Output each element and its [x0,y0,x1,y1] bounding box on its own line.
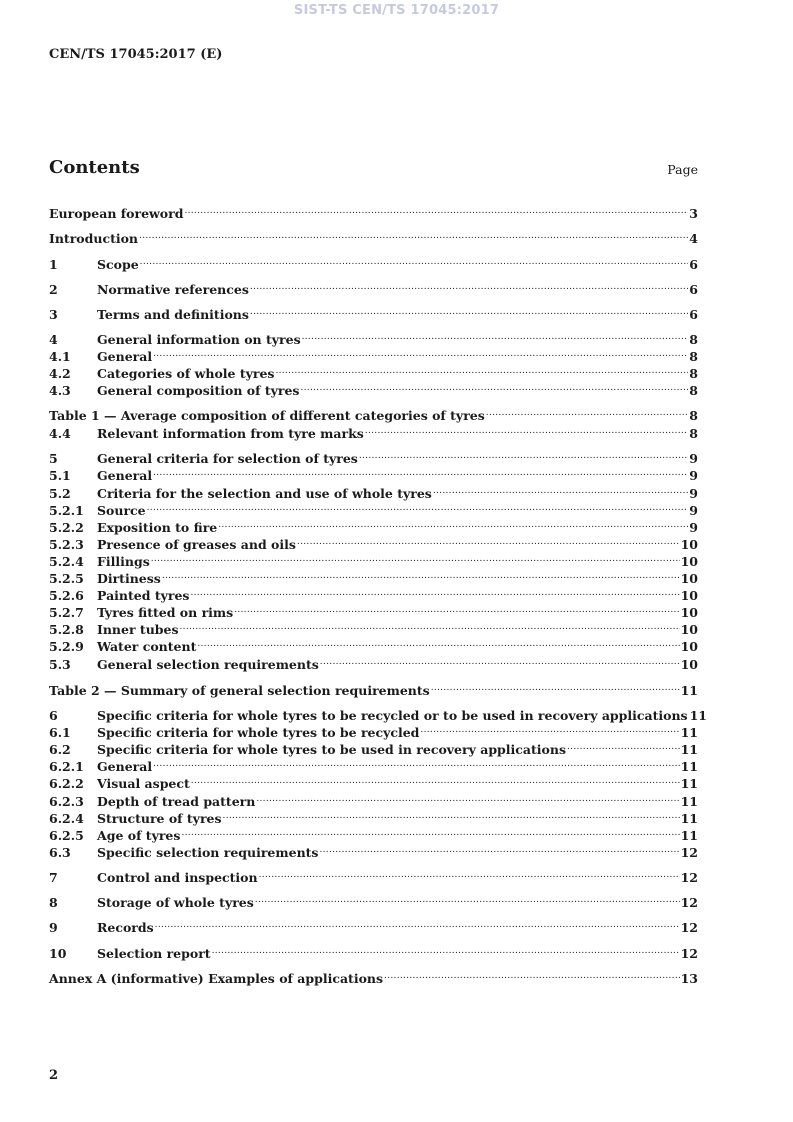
toc-entry-number: 6 [49,708,58,723]
toc-entry-number: 6.2.1 [49,759,84,774]
toc-entry[interactable] [49,942,698,961]
toc-entry[interactable] [49,202,698,221]
toc-dot-leader [153,755,679,771]
toc-entry-number: 4.2 [49,366,71,381]
toc-entry[interactable] [49,653,698,672]
toc-dot-leader [162,567,680,583]
toc-entry-page: 9 [689,503,698,518]
page-number: 2 [49,1068,59,1083]
toc-entry-page: 10 [680,639,698,654]
toc-entry-number: 9 [49,920,58,935]
toc-dot-leader [250,278,688,294]
toc-dot-leader [297,533,680,549]
toc-entry-title: Structure of tyres [97,811,222,826]
toc-dot-leader [431,679,680,695]
toc-entry[interactable] [49,447,698,466]
toc-dot-leader [255,891,680,907]
toc-entry-title: Depth of tread pattern [97,794,256,809]
toc-entry-title: Selection report [97,946,211,961]
toc-entry-title: General criteria for selection of tyres [97,451,358,466]
toc-dot-leader [151,550,680,566]
toc-entry-title: General [97,349,153,364]
toc-dot-leader [319,841,679,857]
toc-entry-title: Fillings [97,554,150,569]
toc-entry-title: General composition of tyres [97,383,300,398]
toc-entry-number: 5.2.7 [49,605,84,620]
toc-entry-title: Table 2 — Summary of general selection requirements [49,683,430,698]
toc-entry-page: 11 [689,708,707,723]
toc-entry-page: 11 [680,776,698,791]
toc-entry-title: Normative references [97,282,249,297]
toc-entry[interactable] [49,482,698,501]
toc-entry-page: 8 [689,366,698,381]
toc-entry-number: 5.2.8 [49,622,84,637]
toc-entry-title: General information on tyres [97,332,301,347]
toc-entry[interactable] [49,227,698,246]
toc-dot-leader [365,422,689,438]
toc-entry[interactable] [49,601,698,620]
toc-entry-title: General [97,468,153,483]
toc-entry[interactable] [49,464,698,483]
toc-dot-leader [153,345,688,361]
toc-entry-title: Introduction [49,231,139,246]
toc-entry-page: 6 [689,307,698,322]
document-header: CEN/TS 17045:2017 (E) [49,47,223,62]
toc-entry-number: 4.3 [49,383,71,398]
toc-dot-leader [181,824,679,840]
toc-entry-page: 11 [680,725,698,740]
toc-dot-leader [234,601,679,617]
toc-entry-page: 8 [689,408,698,423]
toc-entry-page: 11 [680,828,698,843]
toc-entry-title: Specific criteria for whole tyres to be used in recovery applications [97,742,566,757]
toc-entry-number: 5.2.9 [49,639,84,654]
toc-entry-title: Specific criteria for whole tyres to be recycled [97,725,420,740]
toc-dot-leader [275,362,688,378]
toc-entry-title: General selection requirements [97,657,319,672]
toc-entry-title: Control and inspection [97,870,258,885]
toc-entry-number: 5.2.2 [49,520,84,535]
toc-entry-number: 7 [49,870,58,885]
toc-entry[interactable] [49,533,698,552]
toc-dot-leader [190,584,679,600]
toc-entry[interactable] [49,362,698,381]
toc-entry[interactable] [49,704,707,723]
toc-entry[interactable] [49,499,698,518]
toc-entry-title: Table 1 — Average composition of different categories of tyres [49,408,485,423]
toc-entry-number: 5.2.5 [49,571,84,586]
toc-dot-leader [191,772,680,788]
toc-entry-title: Exposition to fire [97,520,218,535]
toc-entry-title: Specific criteria for whole tyres to be recycled or to be used in recovery applications [97,708,688,723]
toc-entry-number: 5.2 [49,486,71,501]
toc-dot-leader [180,618,680,634]
toc-entry-number: 5.2.3 [49,537,84,552]
toc-entry-title: Source [97,503,146,518]
toc-entry-title: Scope [97,257,139,272]
toc-entry-number: 5.3 [49,657,71,672]
toc-entry-page: 9 [689,451,698,466]
toc-entry[interactable] [49,618,698,637]
toc-dot-leader [139,227,688,243]
toc-entry-page: 13 [680,971,698,986]
toc-entry-number: 6.2.5 [49,828,84,843]
toc-entry[interactable] [49,891,698,910]
toc-dot-leader [250,303,688,319]
toc-dot-leader [153,464,688,480]
toc-entry[interactable] [49,967,698,986]
toc-entry-number: 2 [49,282,58,297]
toc-entry[interactable] [49,790,698,809]
toc-entry-title: Water content [97,639,197,654]
toc-entry-number: 5.2.1 [49,503,84,518]
toc-entry-number: 4.4 [49,426,71,441]
toc-entry[interactable] [49,772,698,791]
toc-entry-page: 8 [689,349,698,364]
toc-entry[interactable] [49,404,698,423]
toc-dot-leader [359,447,688,463]
toc-entry-page: 10 [680,657,698,672]
toc-dot-leader [320,653,680,669]
toc-entry-number: 1 [49,257,58,272]
toc-entry-page: 4 [689,231,698,246]
toc-dot-leader [259,866,680,882]
toc-entry-number: 5.2.4 [49,554,84,569]
toc-dot-leader [223,807,680,823]
toc-entry-number: 6.2.3 [49,794,84,809]
toc-entry[interactable] [49,345,698,364]
toc-entry-title: Annex A (informative) Examples of applications [49,971,384,986]
watermark: SIST-TS CEN/TS 17045:2017 [293,3,500,18]
toc-entry[interactable] [49,635,698,654]
toc-entry[interactable] [49,379,698,398]
toc-entry-title: Criteria for the selection and use of whole tyres [97,486,432,501]
toc-entry-page: 9 [689,468,698,483]
toc-entry-page: 12 [680,946,698,961]
toc-entry[interactable] [49,841,698,860]
toc-entry[interactable] [49,328,698,347]
toc-entry-page: 6 [689,282,698,297]
toc-entry-page: 3 [689,206,698,221]
toc-dot-leader [256,790,679,806]
toc-entry[interactable] [49,866,698,885]
toc-entry-page: 8 [689,426,698,441]
toc-entry[interactable] [49,679,698,698]
toc-entry-page: 11 [680,811,698,826]
toc-entry[interactable] [49,755,698,774]
toc-entry-number: 5 [49,451,58,466]
toc-entry[interactable] [49,807,698,826]
toc-entry[interactable] [49,824,698,843]
toc-dot-leader [147,499,689,515]
toc-entry-page: 10 [680,605,698,620]
toc-entry-title: Dirtiness [97,571,161,586]
toc-entry[interactable] [49,278,698,297]
toc-entry[interactable] [49,916,698,935]
toc-entry[interactable] [49,253,698,272]
toc-entry-page: 8 [689,332,698,347]
toc-dot-leader [486,404,689,420]
toc-entry-number: 4.1 [49,349,71,364]
toc-dot-leader [184,202,688,218]
toc-dot-leader [384,967,680,983]
toc-entry[interactable] [49,550,698,569]
toc-entry-title: Relevant information from tyre marks [97,426,364,441]
toc-entry[interactable] [49,584,698,603]
toc-entry-number: 6.2 [49,742,71,757]
toc-entry[interactable] [49,567,698,586]
toc-dot-leader [140,253,689,269]
toc-entry-page: 9 [689,486,698,501]
toc-entry-number: 5.1 [49,468,71,483]
toc-entry-title: Painted tyres [97,588,190,603]
page-column-label: Page [667,162,698,177]
toc-entry-page: 12 [680,845,698,860]
toc-entry-page: 6 [689,257,698,272]
toc-entry-title: Presence of greases and oils [97,537,296,552]
toc-entry-page: 10 [680,588,698,603]
toc-entry-title: European foreword [49,206,184,221]
toc-dot-leader [420,721,679,737]
toc-entry-page: 9 [689,520,698,535]
toc-entry-title: Tyres fitted on rims [97,605,234,620]
toc-entry-page: 12 [680,920,698,935]
toc-entry-number: 5.2.6 [49,588,84,603]
toc-dot-leader [567,738,680,754]
toc-entry-number: 10 [49,946,67,961]
toc-entry-page: 11 [680,683,698,698]
toc-entry-title: Visual aspect [97,776,190,791]
toc-entry-title: Terms and definitions [97,307,249,322]
toc-entry-number: 6.2.2 [49,776,84,791]
contents-title: Contents [49,157,140,178]
toc-dot-leader [212,942,680,958]
toc-dot-leader [197,635,679,651]
toc-entry-number: 6.3 [49,845,71,860]
toc-entry[interactable] [49,422,698,441]
toc-entry-page: 10 [680,554,698,569]
toc-dot-leader [218,516,688,532]
toc-entry-title: Age of tyres [97,828,181,843]
toc-entry-number: 6.1 [49,725,71,740]
toc-entry[interactable] [49,738,698,757]
toc-entry[interactable] [49,303,698,322]
toc-entry-page: 10 [680,537,698,552]
toc-entry[interactable] [49,721,698,740]
toc-entry[interactable] [49,516,698,535]
toc-dot-leader [302,328,689,344]
toc-entry-page: 11 [680,759,698,774]
toc-entry-title: Categories of whole tyres [97,366,275,381]
toc-entry-title: Inner tubes [97,622,179,637]
toc-entry-title: Specific selection requirements [97,845,319,860]
toc-entry-page: 10 [680,571,698,586]
toc-entry-number: 3 [49,307,58,322]
toc-dot-leader [433,482,688,498]
toc-entry-page: 11 [680,794,698,809]
toc-entry-title: Records [97,920,154,935]
toc-entry-page: 11 [680,742,698,757]
toc-entry-page: 12 [680,895,698,910]
toc-entry-title: General [97,759,153,774]
toc-dot-leader [300,379,688,395]
toc-entry-page: 12 [680,870,698,885]
toc-entry-number: 6.2.4 [49,811,84,826]
toc-entry-title: Storage of whole tyres [97,895,254,910]
toc-entry-page: 10 [680,622,698,637]
toc-entry-page: 8 [689,383,698,398]
toc-entry-number: 4 [49,332,58,347]
toc-entry-number: 8 [49,895,58,910]
toc-dot-leader [155,916,680,932]
